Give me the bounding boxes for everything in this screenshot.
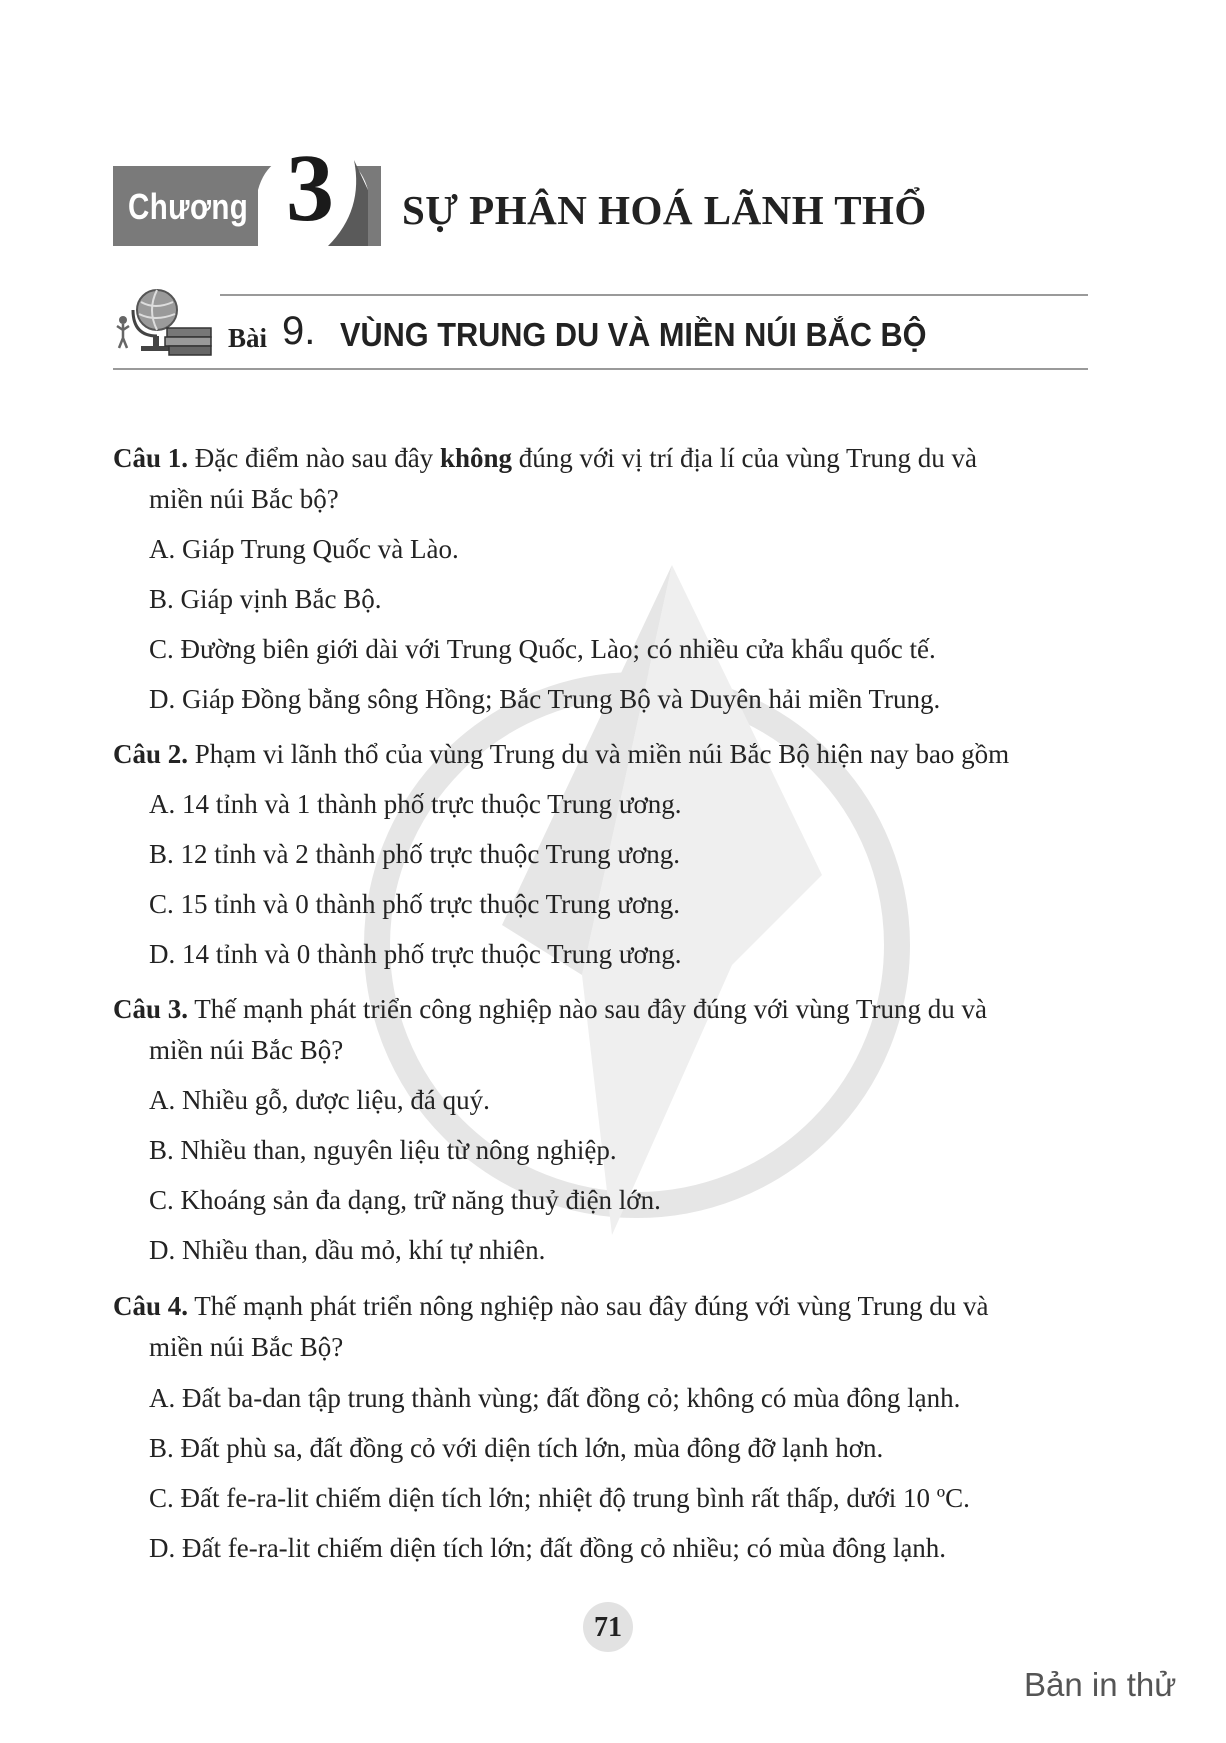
question-2-label: Câu 2.: [113, 739, 189, 769]
page-number: 71: [594, 1612, 622, 1643]
question-2-option-a: A. 14 tỉnh và 1 thành phố trực thuộc Trung ương.: [149, 789, 682, 819]
lesson-title: VÙNG TRUNG DU VÀ MIỀN NÚI BẮC BỘ: [340, 316, 927, 353]
lesson-top-rule: [220, 294, 1088, 296]
question-3-stem: [113, 992, 987, 1026]
globe-books-icon: [115, 284, 215, 364]
question-1-stem-bold: không: [439, 443, 512, 473]
lesson-prefix: Bài: [228, 323, 268, 353]
question-1-stem-after: đúng với vị trí địa lí của vùng Trung du và: [518, 443, 978, 473]
question-3-option-b: B. Nhiều than, nguyên liệu từ nông nghiệp.: [149, 1135, 617, 1165]
question-2-option-b: B. 12 tỉnh và 2 thành phố trực thuộc Trung ương.: [149, 839, 681, 869]
chapter-word: Chương: [128, 186, 249, 227]
question-4-option-b: B. Đất phù sa, đất đồng cỏ với diện tích lớn, mùa đông đỡ lạnh hơn.: [149, 1433, 884, 1463]
question-1-stem-line2: miền núi Bắc bộ?: [149, 484, 339, 514]
question-3-label: Câu 3.: [113, 994, 189, 1024]
question-1-option-d: D. Giáp Đồng bằng sông Hồng; Bắc Trung Bộ và Duyên hải miền Trung.: [149, 684, 941, 714]
chapter-title: SỰ PHÂN HOÁ LÃNH THỔ: [402, 187, 927, 233]
lesson-bottom-rule: [113, 368, 1088, 370]
question-1-stem-before: Đặc điểm nào sau đây: [194, 443, 434, 473]
question-3-option-c: C. Khoáng sản đa dạng, trữ năng thuỷ điện lớn.: [149, 1185, 661, 1215]
question-2-stem: [113, 737, 1009, 771]
question-1-option-a: A. Giáp Trung Quốc và Lào.: [149, 534, 459, 564]
question-4-label: Câu 4.: [113, 1291, 189, 1321]
question-2-option-d: D. 14 tỉnh và 0 thành phố trực thuộc Trung ương.: [149, 939, 682, 969]
question-4-stem-line2: miền núi Bắc Bộ?: [149, 1332, 344, 1362]
draft-label: Bản in thử: [1024, 1666, 1177, 1703]
question-3-option-a: A. Nhiều gỗ, dược liệu, đá quý.: [149, 1085, 490, 1115]
question-3-stem-text: Thế mạnh phát triển công nghiệp nào sau đây đúng với vùng Trung du và: [194, 994, 987, 1024]
question-2-option-c: C. 15 tỉnh và 0 thành phố trực thuộc Trung ương.: [149, 889, 681, 919]
question-3-stem-line2: miền núi Bắc Bộ?: [149, 1035, 344, 1065]
lesson-number: 9.: [282, 309, 316, 353]
question-4-stem: [113, 1289, 988, 1323]
question-3-option-d: D. Nhiều than, dầu mỏ, khí tự nhiên.: [149, 1235, 546, 1265]
chapter-number: 3: [286, 134, 334, 241]
question-1-option-b: B. Giáp vịnh Bắc Bộ.: [149, 584, 382, 614]
question-1-stem: [113, 441, 977, 475]
question-4-stem-text: Thế mạnh phát triển nông nghiệp nào sau đây đúng với vùng Trung du và: [194, 1291, 989, 1321]
question-4-option-d: D. Đất fe-ra-lit chiếm diện tích lớn; đất đồng cỏ nhiều; có mùa đông lạnh.: [149, 1533, 947, 1563]
question-1-option-c: C. Đường biên giới dài với Trung Quốc, Lào; có nhiều cửa khẩu quốc tế.: [149, 634, 936, 664]
question-4-option-a: A. Đất ba-dan tập trung thành vùng; đất đồng cỏ; không có mùa đông lạnh.: [149, 1383, 961, 1413]
question-4-option-c: C. Đất fe-ra-lit chiếm diện tích lớn; nhiệt độ trung bình rất thấp, dưới 10 ºC.: [149, 1483, 970, 1513]
question-2-stem-text: Phạm vi lãnh thổ của vùng Trung du và miền núi Bắc Bộ hiện nay bao gồm: [194, 739, 1010, 769]
question-1-label: Câu 1.: [113, 443, 189, 473]
